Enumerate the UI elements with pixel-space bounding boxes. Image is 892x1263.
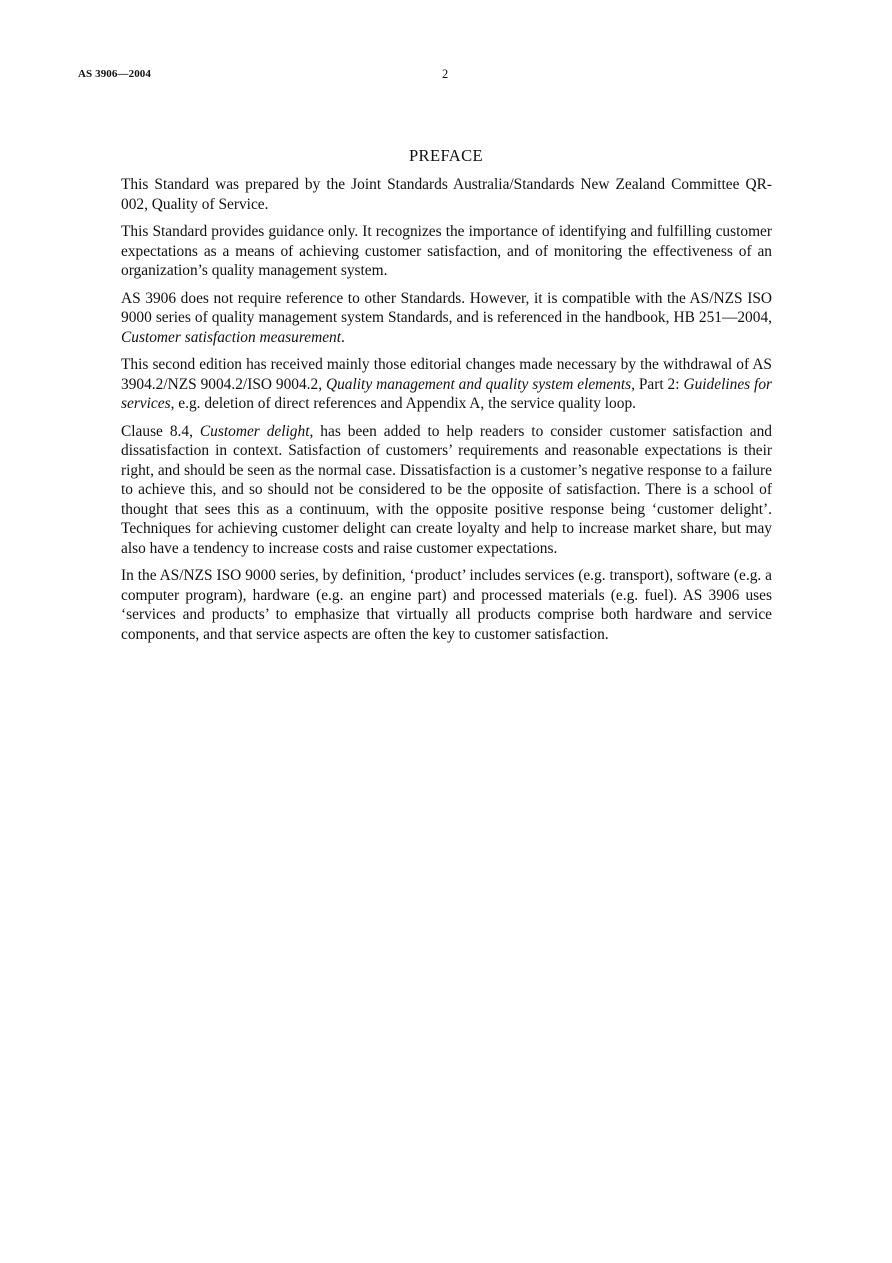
- paragraph-text: This second edition has received mainly those editorial changes made necessary by the withdrawal of AS 3904.2/NZS 9004.2/ISO 9004.2,: [121, 356, 772, 393]
- paragraph-text: , e.g. deletion of direct references and Appendix A, the service quality loop.: [170, 395, 636, 412]
- page-number: 2: [442, 67, 449, 81]
- preface-body: [121, 175, 772, 652]
- document-reference: AS 3906—2004: [78, 68, 152, 80]
- part-title: Guidelines for services: [121, 375, 773, 412]
- withdrawn-standard-title: Quality management and quality system elements,: [326, 375, 635, 393]
- paragraph-guidance: This Standard provides guidance only. It recognizes the importance of identifying and fulfilling customer expectations as a means of achieving customer satisfaction, and of monitoring the effectiveness of an organization’s quality management system.: [121, 223, 772, 279]
- section-title: PREFACE: [408, 146, 483, 165]
- paragraph-text: , has been added to help readers to consider customer satisfaction and dissatisfaction in context. Satisfaction of customers’ requirements and reasonable expectations is their right, and should be seen as the normal case. Dissatisfaction is a customer’s negative response to a failure to achieve this, and so should not be considered to be the opposite of satisfaction. There is a school of thought that sees this as a continuum, with the opposite positive response being ‘customer delight’. Techniques for achieving customer delight can create loyalty and help to increase market share, but may also have a tendency to increase costs and raise customer expectations.: [121, 422, 772, 557]
- paragraph-text: .: [341, 328, 345, 346]
- paragraph-text: Part 2:: [634, 375, 684, 393]
- paragraph-customer-delight: [121, 422, 772, 559]
- paragraph-text: Clause 8.4,: [121, 422, 200, 440]
- paragraph-text: AS 3906 does not require reference to other Standards. However, it is compatible with the AS/NZS ISO 9000 series of quality management system Standards, and is referenced in the handbook, HB 251—2004,: [121, 289, 772, 326]
- handbook-title: Customer satisfaction measurement: [121, 328, 342, 346]
- paragraph-product-definition: In the AS/NZS ISO 9000 series, by definition, ‘product’ includes services (e.g. transport), software (e.g. a computer program), hardware (e.g. an engine part) and processed materials (e.g. fuel). AS 3906 uses ‘services and products’ to emphasize that virtually all products comprise both hardware and service components, and that service aspects are often the key to customer satisfaction.: [121, 567, 772, 643]
- clause-title: Customer delight: [199, 422, 310, 440]
- paragraph-compatibility: [121, 289, 772, 348]
- paragraph-committee: This Standard was prepared by the Joint Standards Australia/Standards New Zealand Committee QR-002, Quality of Service.: [121, 176, 772, 213]
- paragraph-second-edition: [121, 355, 772, 414]
